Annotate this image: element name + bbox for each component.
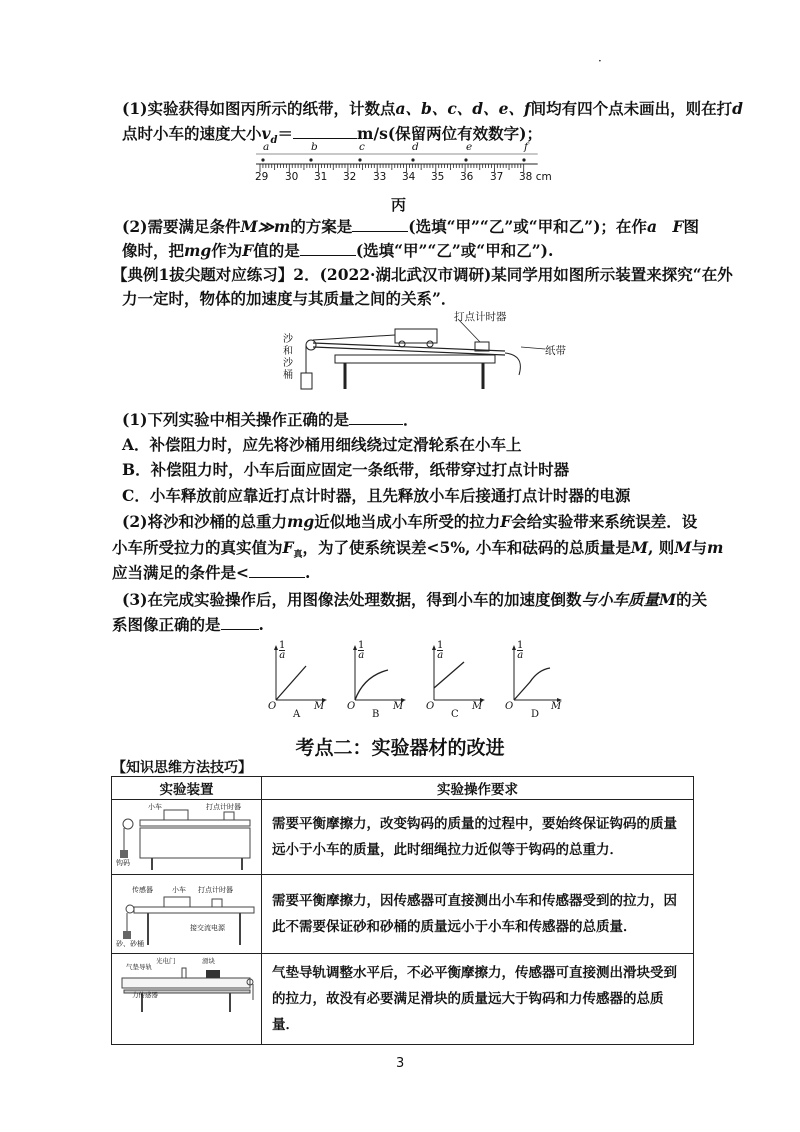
- device-label: 小车: [172, 886, 186, 894]
- section-title: 考点二：实验器材的改进: [295, 737, 505, 759]
- answer-blank[interactable]: [349, 410, 403, 425]
- point-label-c: c: [359, 141, 365, 153]
- table-header: 实验操作要求: [262, 777, 694, 800]
- ruler-tick-label: 30: [285, 171, 299, 183]
- ruler-tick-label: 38 cm: [519, 171, 552, 183]
- page-top-mark: ·: [598, 54, 602, 68]
- sub1-end: ．: [402, 410, 419, 429]
- point-label-a: a: [263, 141, 270, 153]
- device-label: 打点计时器: [206, 803, 241, 811]
- answer-blank[interactable]: [352, 217, 408, 232]
- device-image-cell: [112, 875, 262, 954]
- option-label-d[interactable]: D: [531, 709, 540, 720]
- q2-text: (选填“甲”“乙”或“甲和乙”).: [355, 241, 554, 260]
- graph-d-origin: O: [505, 701, 514, 712]
- bucket-label-char: 沙: [283, 334, 293, 345]
- sub2-text: 近似地当成小车所受的拉力: [314, 512, 501, 531]
- graph-a-ylabel: [279, 641, 285, 660]
- bucket-label-char: 桶: [283, 370, 293, 381]
- bucket-label-char: 沙: [283, 358, 293, 369]
- q2-text: 值的是: [253, 241, 300, 260]
- q2-line1: [122, 217, 699, 237]
- graph-b-origin: O: [347, 701, 356, 712]
- sub3-text: 的关: [676, 590, 708, 609]
- device-label: 小车: [148, 803, 162, 811]
- q2-line2: [122, 241, 553, 261]
- device-label: 力传感器: [132, 991, 158, 999]
- sub3-text: 系图像正确的是: [112, 615, 221, 634]
- sub3-line1: [122, 590, 707, 610]
- sub2-sub: 真: [293, 550, 303, 561]
- ylabel-den: a: [517, 650, 524, 661]
- q1-text: m/s(保留两位有效数字)；: [357, 124, 543, 143]
- sub2-var: M: [630, 538, 649, 557]
- option-b: B．补偿阻力时，小车后面应固定一条纸带，纸带穿过打点计时器: [122, 460, 570, 479]
- q1-text: 间均有四个点未画出，则在打: [530, 99, 733, 118]
- ruler-tick-label: 33: [373, 171, 387, 183]
- q1-point-d: d: [732, 99, 744, 118]
- graph-b-ylabel: [358, 641, 364, 660]
- sub3-text: (3)在完成实验操作后，用图像法处理数据，得到小车的加速度倒数: [122, 590, 582, 609]
- ylabel-num: 1: [358, 640, 365, 651]
- example-line2: 力一定时，物体的加速度与其质量之间的关系”．: [122, 289, 457, 308]
- table-header-row: [112, 777, 694, 800]
- sub2-text: ，为了使系统误差<5%, 小车和砝码的总质量是: [302, 538, 631, 557]
- ylabel-den: a: [437, 650, 444, 661]
- q2-text: (选填“甲”“乙”或“甲和乙”)；在作: [408, 217, 647, 236]
- sub2-var: M: [674, 538, 692, 557]
- device-label: 光电门: [156, 957, 176, 965]
- sub2-text: 与: [691, 538, 707, 557]
- point-label-e: e: [466, 141, 473, 153]
- bucket-label: [283, 334, 295, 382]
- q2-text: 作为: [211, 241, 243, 260]
- sub1-stem: [122, 410, 418, 430]
- ruler-tick-label: 35: [431, 171, 445, 183]
- ylabel-den: a: [279, 650, 286, 661]
- sub2-text: , 则: [648, 538, 675, 557]
- table-row: [112, 800, 694, 875]
- ylabel-num: 1: [279, 640, 286, 651]
- requirement-cell: 需要平衡摩擦力，改变钩码的质量的过程中，要始终保证钩码的质量远小于小车的质量，此时细绳拉力近似等于钩码的总重力．: [262, 800, 694, 875]
- sub2-var: mg: [286, 512, 315, 531]
- section-tag: 【知识思维方法技巧】: [112, 760, 252, 776]
- answer-blank[interactable]: [293, 124, 357, 139]
- graph-c-xlabel: M: [472, 701, 483, 712]
- example-line1: 【典例1拔尖题对应练习】2．(2022·湖北武汉市调研)某同学用如图所示装置来探究“在外: [112, 265, 733, 284]
- q1-line1: [122, 99, 743, 119]
- point-label-d: d: [412, 141, 419, 153]
- graph-a-xlabel: M: [314, 701, 325, 712]
- knowledge-table: [111, 776, 694, 1045]
- sub2-var: m: [707, 538, 724, 557]
- sub2-var: F: [282, 538, 294, 557]
- tape-dot: [309, 158, 312, 161]
- device-label: 钩码: [116, 859, 130, 867]
- q2-text: 的方案是: [290, 217, 353, 236]
- table-header: 实验装置: [112, 777, 262, 800]
- device-image-cell: [112, 800, 262, 875]
- option-label-a[interactable]: A: [293, 709, 301, 720]
- sub2-line1: [122, 512, 697, 532]
- requirement-cell: 气垫导轨调整水平后，不必平衡摩擦力，传感器可直接测出滑块受到的拉力，故没有必要满足滑块的质量远大于钩码和力传感器的总质量．: [262, 954, 694, 1045]
- table-row: [112, 875, 694, 954]
- tape-label: 纸带: [545, 345, 566, 357]
- tape-dot: [522, 158, 525, 161]
- tape-dot: [411, 158, 414, 161]
- point-label-b: b: [311, 141, 318, 153]
- sub2-text: (2)将沙和沙桶的总重力: [122, 512, 287, 531]
- ruler-tick-label: 31: [314, 171, 328, 183]
- ruler-tick-label: 32: [343, 171, 357, 183]
- device-label: 气垫导轨: [126, 963, 152, 971]
- ruler-tick-label: 37: [490, 171, 504, 183]
- tape-dot: [358, 158, 361, 161]
- q1-eq: ＝: [277, 124, 294, 143]
- sub2-var: F: [500, 512, 512, 531]
- apparatus-svg: [275, 305, 575, 395]
- timer-label: 打点计时器: [454, 311, 507, 323]
- tape-dot: [464, 158, 467, 161]
- requirement-cell: 需要平衡摩擦力，因传感器可直接测出小车和传感器受到的拉力，因此不需要保证砂和砂桶的质量远小于小车和传感器的总质量．: [262, 875, 694, 954]
- q1-text: 点时小车的速度大小: [122, 124, 262, 143]
- device-label: 传感器: [132, 886, 153, 894]
- point-label-f: f: [524, 141, 528, 153]
- ruler-tick-label: 34: [402, 171, 416, 183]
- option-label-c[interactable]: C: [451, 709, 459, 720]
- device-label: 打点计时器: [198, 886, 233, 894]
- tape-dot: [261, 158, 264, 161]
- ruler-tick-label: 36: [460, 171, 474, 183]
- graph-c-origin: O: [426, 701, 435, 712]
- graph-b-xlabel: M: [393, 701, 404, 712]
- sub2-text: 小车所受拉力的真实值为: [112, 538, 283, 557]
- sub3-line2: [112, 615, 264, 635]
- sub2-text: 应当满足的条件是: [112, 563, 237, 582]
- answer-blank[interactable]: [221, 615, 259, 630]
- sub3-text-italic: 与小车质量: [581, 590, 659, 609]
- q1-var-v: v: [261, 124, 271, 143]
- page-number: 3: [396, 1056, 405, 1071]
- device-label: 滑块: [202, 957, 215, 965]
- figure-caption: 丙: [391, 196, 407, 214]
- sub3-end: .: [258, 615, 264, 634]
- sub2-end: .: [305, 563, 311, 582]
- answer-blank[interactable]: [300, 241, 356, 256]
- table-row: [112, 954, 694, 1045]
- q2-text: 图: [683, 217, 700, 236]
- ylabel-num: 1: [517, 640, 524, 651]
- graph-a-origin: O: [268, 701, 277, 712]
- graph-c-ylabel: [437, 641, 443, 660]
- device-image-cell: [112, 954, 262, 1045]
- apparatus-figure: [275, 305, 575, 395]
- ylabel-den: a: [358, 650, 365, 661]
- sub1-text: (1)下列实验中相关操作正确的是: [122, 410, 349, 429]
- sub2-text: 会给实验带来系统误差．设: [511, 512, 698, 531]
- option-label-b[interactable]: B: [372, 709, 380, 720]
- q2-graph-vars: a F: [646, 217, 684, 236]
- sub3-var: M: [658, 590, 677, 609]
- ylabel-num: 1: [437, 640, 444, 651]
- graph-d-ylabel: [517, 641, 523, 660]
- sub2-line3: [112, 563, 310, 583]
- answer-blank[interactable]: [249, 563, 305, 578]
- option-c: C．小车释放前应靠近打点计时器，且先释放小车后接通打点计时器的电源: [122, 486, 631, 505]
- q1-points: a、b、c、d、e、f: [395, 99, 531, 118]
- ruler-tick-label: 29: [255, 171, 269, 183]
- q1-var-sub: d: [270, 135, 278, 147]
- q2-text: 像时，把: [122, 241, 185, 260]
- graph-d-xlabel: M: [551, 701, 562, 712]
- option-a: A．补偿阻力时，应先将沙桶用细线绕过定滑轮系在小车上: [122, 435, 522, 454]
- bucket-label-char: 和: [283, 346, 293, 357]
- device-label: 接交流电源: [190, 924, 225, 932]
- q2-cond: M≫m: [240, 217, 291, 236]
- sub2-line2: [112, 538, 723, 565]
- q2-var-mg: mg: [184, 241, 212, 260]
- q2-var-F: F: [242, 241, 254, 260]
- sub2-lt: <: [236, 563, 250, 582]
- q2-text: (2)需要满足条件: [122, 217, 241, 236]
- device-label: 砂、砂桶: [116, 940, 144, 948]
- q1-text: (1)实验获得如图丙所示的纸带，计数点: [122, 99, 396, 118]
